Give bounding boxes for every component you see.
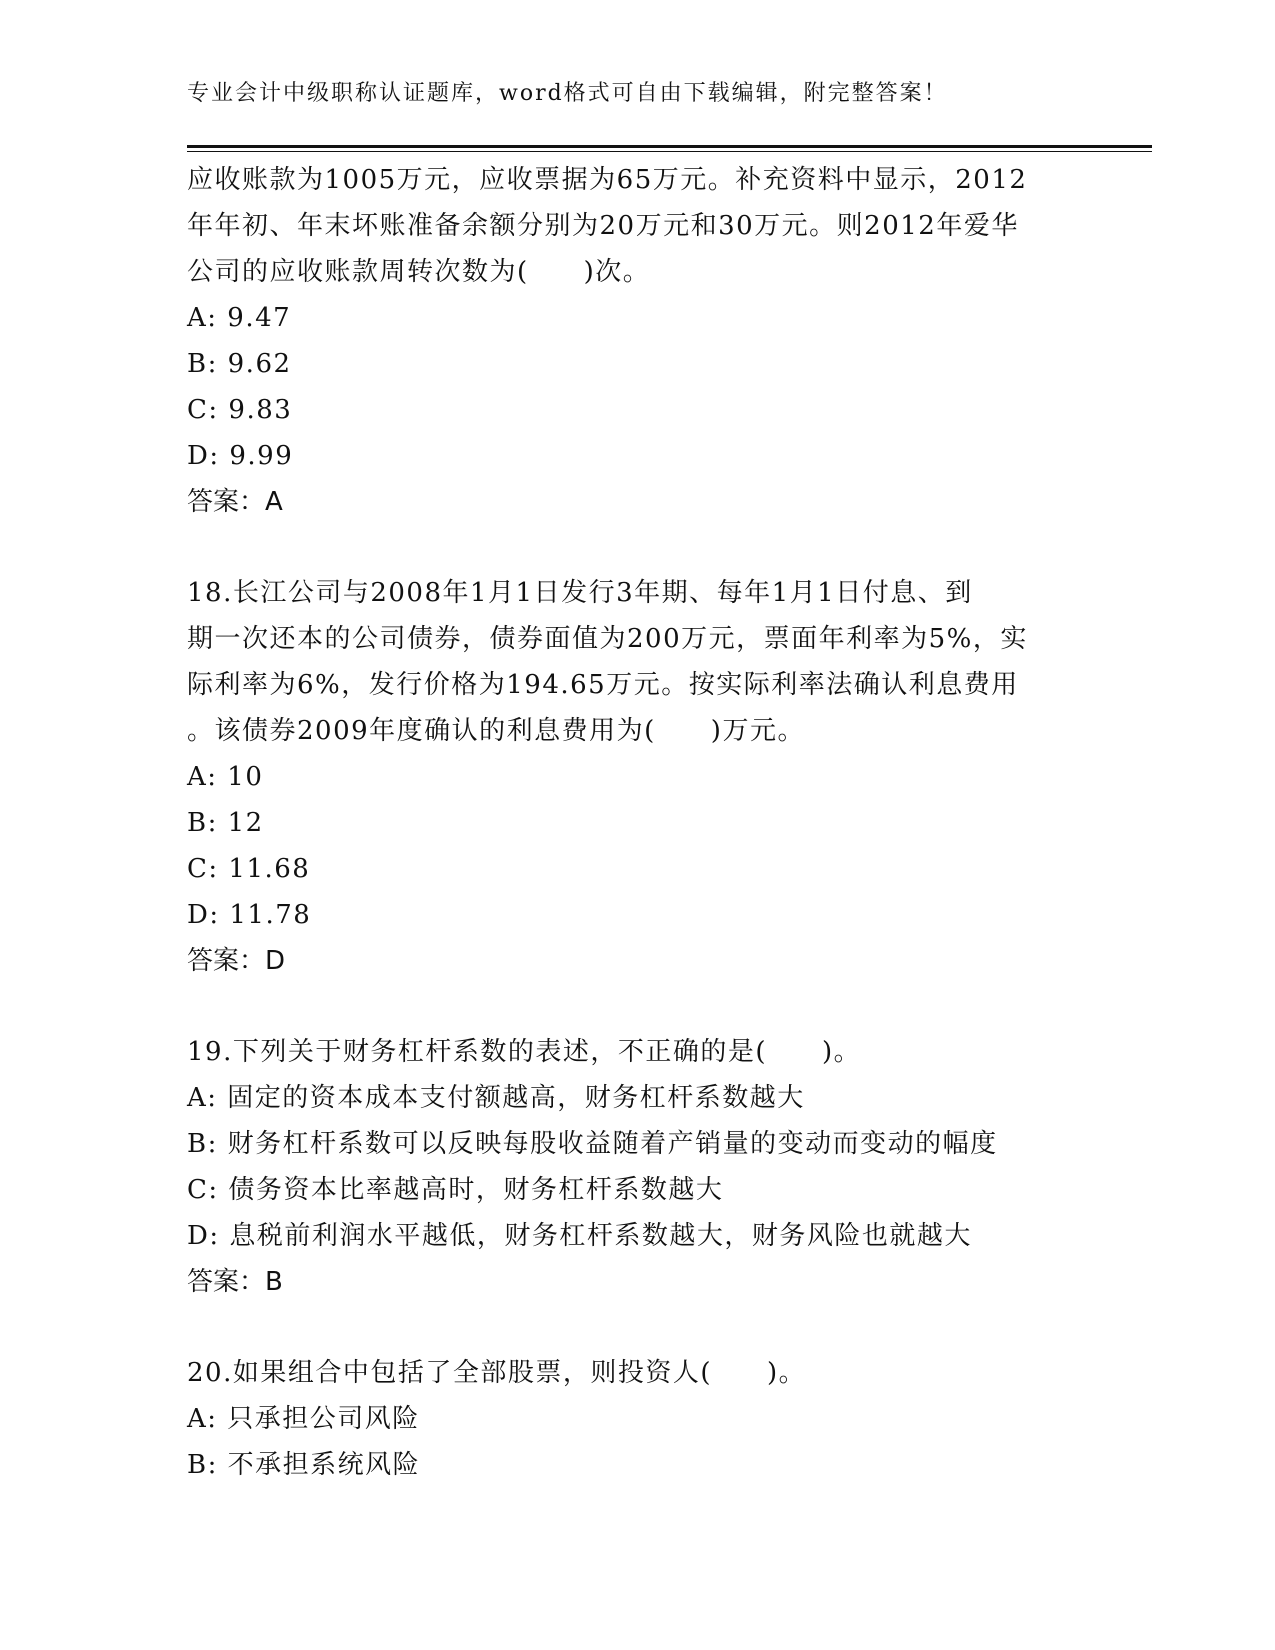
question-stem-line: 18.长江公司与2008年1月1日发行3年期、每年1月1日付息、到: [187, 578, 973, 608]
question-stem-line: 际利率为6%，发行价格为194.65万元。按实际利率法确认利息费用: [187, 670, 1019, 700]
option-d: D: 9.99: [187, 441, 294, 471]
option-a: A: 9.47: [187, 303, 292, 333]
answer-label: 答案：A: [187, 487, 283, 517]
question-stem-line: 年年初、年末坏账准备余额分别为20万元和30万元。则2012年爱华: [187, 211, 1019, 241]
question-stem-line: 期一次还本的公司债券，债券面值为200万元，票面年利率为5%，实: [187, 624, 1028, 654]
question-17-continued: [187, 157, 1087, 525]
option-b: B: 9.62: [187, 349, 292, 379]
option-c: C: 11.68: [187, 854, 311, 884]
option-d: D: 息税前利润水平越低，财务杠杆系数越大，财务风险也就越大: [187, 1221, 972, 1251]
option-a: A: 只承担公司风险: [187, 1404, 420, 1434]
question-18: [187, 570, 1087, 984]
option-b: B: 不承担系统风险: [187, 1450, 421, 1480]
question-stem-line: 。该债券2009年度确认的利息费用为( )万元。: [187, 716, 805, 746]
header-rule-thin: [187, 151, 1152, 152]
option-a: A: 固定的资本成本支付额越高，财务杠杆系数越大: [187, 1083, 805, 1113]
option-c: C: 9.83: [187, 395, 293, 425]
question-stem-line: 应收账款为1005万元，应收票据为65万元。补充资料中显示，2012: [187, 165, 1028, 195]
header-rule-thick: [187, 145, 1152, 148]
question-19: [187, 1029, 1087, 1305]
option-b: B: 12: [187, 808, 264, 838]
question-stem-line: 公司的应收账款周转次数为( )次。: [187, 257, 651, 287]
page-header: 专业会计中级职称认证题库，word格式可自由下载编辑，附完整答案！: [187, 81, 948, 106]
option-b: B: 财务杠杆系数可以反映每股收益随着产销量的变动而变动的幅度: [187, 1129, 998, 1159]
question-stem-line: 20.如果组合中包括了全部股票，则投资人( )。: [187, 1358, 807, 1388]
option-a: A: 10: [187, 762, 264, 792]
answer-label: 答案：D: [187, 946, 286, 976]
question-stem-line: 19.下列关于财务杠杆系数的表述，不正确的是( )。: [187, 1037, 862, 1067]
question-20: [187, 1350, 1087, 1488]
option-c: C: 债务资本比率越高时，财务杠杆系数越大: [187, 1175, 724, 1205]
option-d: D: 11.78: [187, 900, 312, 930]
answer-label: 答案：B: [187, 1267, 283, 1297]
document-body: [187, 157, 1087, 1488]
